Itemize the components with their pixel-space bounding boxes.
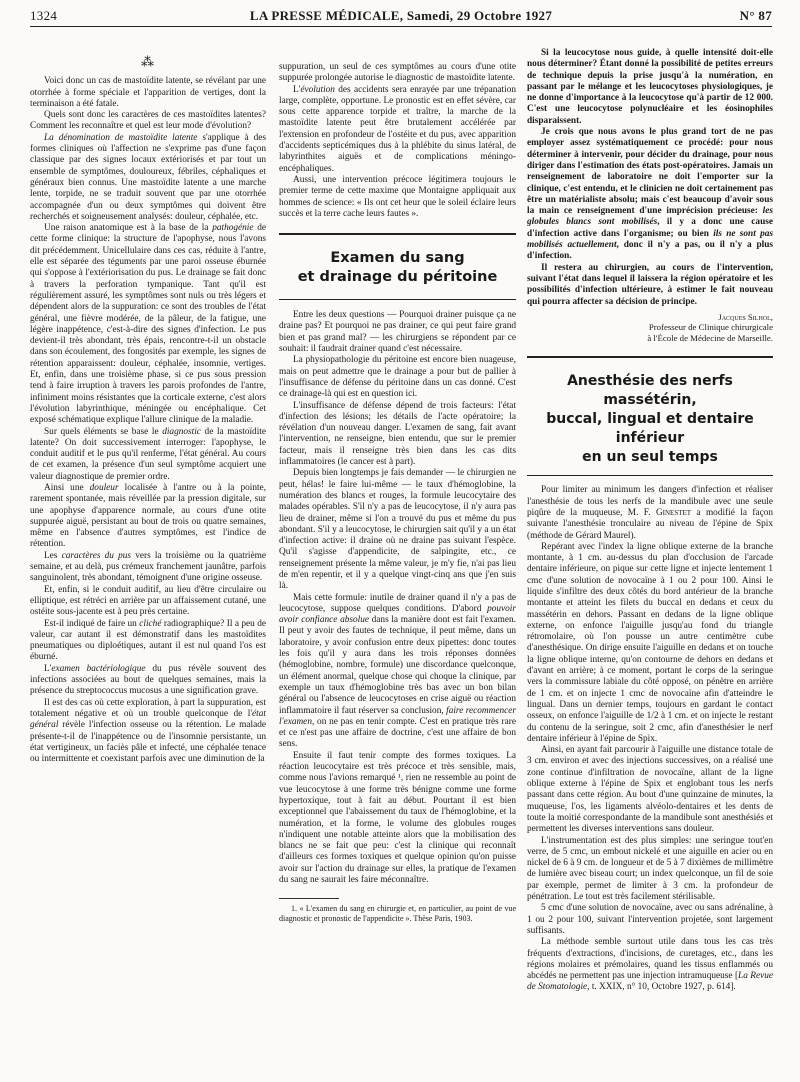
paragraph: La physiopathologie du péritoine est encore bien nuageuse, mais on peut admettre que le drainage a pour but de pallier à l'insuffisance de défense du péritoine dans un cas donné. C'est ce drainage-là qui est en question ici.	[279, 355, 516, 400]
paragraph: Ensuite il faut tenir compte des formes toxiques. La réaction leucocytaire est très précoce et très sensible, mais, comme nous l'avions remarqué ¹, rien ne ressemble au point de vue leucocytose à une forme très bénigne comme une forme hypertoxique, tout à fait au début. Pourtant il est bien exceptionnel que l'abaissement du taux de l'hémoglobine, et la numération, et la forme, le volume des globules rouges n'indiquent une notable atteinte alors que la mobilisation des blancs ne se fait que peu: c'est la clinique qui reconnaît d'ailleurs ces formes toxiques et quelque opinion qu'on puisse avoir sur l'action du drainage sur elles, la pratique de l'examen du sang ne saurait les faire méconnaître.	[279, 750, 516, 885]
page-number: 1324	[30, 8, 58, 23]
paragraph: Aussi, une intervention précoce légitimera toujours le premier terme de cette maxime que Montaigne appliquait aux hommes de science: « Ils ont cet heur que le soleil éclaire leurs succès et la terre cache leurs fautes ».	[279, 174, 516, 219]
paragraph: 5 cmc d'une solution de novocaïne, avec ou sans adrénaline, à 1 ou 2 pour 100, suivant l'intervention projetée, sont largement suffisants.	[527, 903, 773, 936]
paragraph: suppuration, un seul de ces symptômes au cours d'une otite suppurée prolongée autorise le diagnostic de mastoïdite latente.	[279, 62, 516, 84]
heading-line-2: massétérin,	[603, 392, 697, 409]
header-rule	[30, 26, 772, 27]
paragraph: Il est des cas où cette exploration, à part la suppuration, est totalement négative et où un trouble quelconque de l'état général révèle l'infection osseuse ou la rétention. Le malade présente-t-il de l'inappétence ou de l'insomnie persistante, un état vertigineux, un faciès pâle et infecté, une céphalée tenace ou intermittente et coexistant parfois avec une diminution de la	[30, 697, 266, 765]
heading-rule	[527, 475, 773, 476]
paragraph: La méthode semble surtout utile dans tous les cas très fréquents d'extractions, d'incisions, de curetages, etc., dans les régions molaires et prémolaires, quand les tissus enflammés ou abcédés ne permettent pas une injection intramuqueuse [La Revue de Stomatologie, t. XXIX, n° 10, Octobre 1927, p. 614].	[527, 937, 773, 993]
footnote: 1. « L'examen du sang en chirurgie et, en particulier, au point de vue diagnostic et pronostic de l'appendicite ». Thèse Paris, 1903.	[279, 904, 516, 923]
paragraph: L'instrumentation est des plus simples: une seringue tout'en verre, de 5 cmc, un embout nickelé et une aiguille en acier ou en nickel de 6 à 9 cm. de longueur et de 5 à 7 dixièmes de millimètre de lumière avec biseau court; un index quelconque, un fil de soie par exemple, permet de limiter à 3 cm. la profondeur de pénétration. Le tout est très facilement stérilisable.	[527, 835, 773, 903]
author-name: Jacques Silhol,	[718, 311, 773, 322]
column-1	[30, 48, 266, 1066]
paragraph: Et, enfin, si le conduit auditif, au lieu d'être circulaire ou elliptique, est rétréci en arrière par un affaissement cutané, une ostéite sous-jacente est à peu près certaine.	[30, 584, 266, 618]
heading-line-4: en un seul temps	[582, 449, 718, 466]
article-heading	[279, 233, 516, 300]
footnote-rule	[279, 898, 339, 899]
page-header	[30, 6, 772, 28]
paragraph: La dénomination de mastoïdite latente s'applique à des formes cliniques où l'affection ne s'exprime pas d'une façon classique par des signes locaux extériorisés et par tout un ensemble de symptômes, douloureux, fébriles, céphaliques et généraux bien connus. Une mastoïdite latente a une marche lente, torpide, ne se traduit souvent que par une otorrhée accompagnée d'un ou deux symptômes qui doivent être recherchés et soigneusement analysés: douleur, céphalée, etc.	[30, 132, 266, 222]
paragraph: Je crois que nous avons le plus grand tort de ne pas employer assez systématiquement ce procédé: pour nous déterminer à intervenir, pour décider du drainage, pour nous diriger dans l'estimation des états post-opératoires. Jamais un renseignement de laboratoire ne doit l'emporter sur la clinique, c'est entendu, et le clinicien ne doit certainement pas être un matérialiste absolu; mais c'est beaucoup d'avoir sous la main ce renseignement d'une imprécision précieuse: les globules blancs sont mobilisés, il y a donc une cause d'infection active dans l'organisme; ou bien ils ne sont pas mobilisés actuellement, donc il n'y a pas, ou il n'y a plus d'infection.	[527, 127, 773, 262]
author-signature	[527, 312, 773, 344]
heading-line-1: Examen du sang	[330, 250, 465, 267]
paragraph: Entre les deux questions — Pourquoi drainer puisque ça ne draine pas? Et pourquoi ne pas drainer, ce qui peut faire grand bien et pas grand mal? — les chirurgiens se répondent par ce souhait: il faudrait drainer quand c'est nécessaire.	[279, 310, 516, 355]
article-heading	[527, 356, 773, 467]
paragraph: Quels sont donc les caractères de ces mastoïdites latentes? Comment les reconnaître et quel est leur mode d'évolution?	[30, 110, 266, 132]
paragraph: L'examen bactériologique du pus révèle souvent des infections associées au bout de quelques semaines, mais la présence du streptococcus mucosus a une signification grave.	[30, 663, 266, 697]
paragraph: Pour limiter au minimum les dangers d'infection et réaliser l'anesthésie de tous les nerfs de la mandibule avec une seule piqûre de la muqueuse, M. F. Ginestet a modifié la façon suivante l'anesthésie tronculaire au niveau de l'épine de Spix (méthode de Gérard Maurel).	[527, 485, 773, 541]
paragraph: Il restera au chirurgien, au cours de l'intervention, suivant l'état dans lequel il laissera la région opératoire et les possibilités d'infection ultérieure, à estimer le fait nouveau qui pourra affecter sa décision de principe.	[527, 262, 773, 307]
author-title: Professeur de Clinique chirurgicale	[648, 322, 773, 333]
paragraph: Repérant avec l'index la ligne oblique externe de la branche montante, à 1 cm. au-dessus du plan d'occlusion de l'arcade dentaire inférieure, on pique sur cette ligne et injecte lentement 1 cmc d'une solution de novocaïne à 1 ou 2 pour 100. Ainsi le liquide s'infiltre des deux côtés du bord antérieur de la branche montante et atteint les filets du buccal en dedans et ceux du massétérin en dehors. Passant en dedans de la ligne oblique externe, on enfonce l'aiguille jusqu'au fond du triangle rétromolaire, où l'on pousse un autre centimètre cube d'anesthésique. On dirige ensuite l'aiguille en dedans et on touche la ligne oblique interne, qu'on contourne de dehors en dedans et d'avant en arrière; à ce moment, portant le corps de la seringue vers la commissure labiale du côté opposé, on pénètre en arrière de 1 cm. et on injecte 1 cmc de novocaïne afin d'atteindre le lingual. Dans un dernier temps, toujours en gardant le contact osseux, on enfonce l'aiguille de 1/2 à 1 cm. et on injecte le restant du contenu de la seringue, soit 2 cmc, afin d'anesthésier le nerf dentaire inférieur à l'épine de Spix.	[527, 541, 773, 744]
paragraph: Voici donc un cas de mastoïdite latente, se révélant par une otorrhée à forme spéciale et l'apparition de vertiges, dont la terminaison a été fatale.	[30, 76, 266, 109]
author-affiliation: à l'École de Médecine de Marseille.	[647, 332, 773, 343]
paragraph: Si la leucocytose nous guide, à quelle intensité doit-elle nous déterminer? Étant donné la possibilité de petites erreurs de technique depuis la prise jusqu'à la numération, en passant par le mélange et les leucocytoses physiologiques, je ne donne d'importance à la leucocytose qu'à partir de 12 000. C'est une leucocytose polynucléaire et les éosinophiles disparaissent.	[527, 48, 773, 126]
heading-line-2: et drainage du péritoine	[297, 269, 498, 286]
paragraph: L'insuffisance de défense dépend de trois facteurs: l'état d'infection des lésions; les détails de l'acte opératoire; la révélation d'un nouveau danger. L'examen de sang, fait avant l'intervention, ne renseigne, bien entendu, que sur le premier facteur, mais il renseigne très bien dans les cas dits inflammatoires (le cancer est à part).	[279, 400, 516, 468]
section-stars: ⁂	[141, 54, 155, 69]
paragraph: Ainsi une douleur localisée à l'antre ou à la pointe, rarement spontanée, mais réveillée par la pression digitale, sur une apophyse d'apparence normale, au cours d'une otite suppurée aiguë, persistant au bout de trois ou quatre semaines, même en l'absence d'autres symptômes, est l'indice de rétention.	[30, 482, 266, 550]
paragraph: Depuis bien longtemps je fais demander — le chirurgien ne peut, hélas! le faire lui-même — le taux d'hémoglobine, la numération des blancs et rouges, la formule leucocytaire des malades opérables. S'il n'y a pas de leucocytose, il n'y aura pas lieu de drainer, même si l'on a trouvé du pus et même du pus abondant. S'il y a leucocytose, le chirurgien sait qu'il y a un état d'infection active: il draine où ne draine pas suivant l'espèce. Qu'il s'agisse d'appendicite, de salpingite, etc., ce renseignement présente la même valeur, je m'y fie, n'ai pas lieu de m'en repentir, et il y a quelque vingt-cinq ans que j'en suis là.	[279, 468, 516, 592]
paragraph: L'évolution des accidents sera enrayée par une trépanation large, complète, opportune. Le pronostic est en effet sévère, car sous cette apparence torpide et traître, la marche de la mastoïdite latente peut être brutalement accélérée par l'extension en profondeur de l'ostéite et du pus, avec apparition d'accidents septicémiques dus à la phlébite du sinus latéral, de labyrinthites aiguës et de complications méningo-encéphaliques.	[279, 84, 516, 174]
paragraph: Ainsi, en ayant fait parcourir à l'aiguille une distance totale de 3 cm. environ et avec des injections successives, on a réalisé une zone continue d'infiltration de novocaïne, allant de la ligne oblique externe à l'épine de Spix et englobant tous les nerfs passant dans cette région. Au bout d'une quinzaine de minutes, la muqueuse, l'os, les ligaments alvéolo-dentaires et les dents de toute la moitié correspondante de la mandibule sont anesthésiés et permettent les diverses interventions sans douleur.	[527, 745, 773, 835]
paragraph: Est-il indiqué de faire un cliché radiographique? Il a peu de valeur, car autant il est démonstratif dans les mastoïdites pneumatiques ou diploétiques, autant il est nul quand l'os est éburné.	[30, 618, 266, 663]
journal-title: LA PRESSE MÉDICALE, Samedi, 29 Octobre 1927	[249, 8, 553, 23]
paragraph: Mais cette formule: inutile de drainer quand il n'y a pas de leucocytose, suppose quelques conditions. D'abord pouvoir avoir confiance absolue dans la manière dont est fait l'examen. Il peut y avoir des fautes de technique, il peut même, dans un laboratoire, y avoir confusion entre deux pipettes: donc toutes les fois qu'il y aura dans les trois réponses données (hémoglobine, nombre, formule) une discordance quelconque, un élément anormal, quelque chose qui choque la clinique, par exemple un taux d'hémoglobine très bas avec un bon bilan général ou l'absence de leucocytoses en crise aiguë ou réaction inflammatoire il faut réserver sa conclusion, faire recommencer l'examen, on ne pas en tenir compte. C'est en pratique très rare et ce n'est pas une affaire de doctrine, c'est une affaire de bon sens.	[279, 592, 516, 750]
heading-line-3: buccal, lingual et dentaire inférieur	[546, 411, 754, 447]
paragraph: Une raison anatomique est à la base de la pathogénie de cette forme clinique: la structure de l'apophyse, nous l'avons dit précédemment. Unicellulaire dans ces cas, réduite à l'antre, elle est séparée des téguments par une paroi osseuse éburnée qui s'oppose à l'extériorisation du pus. Le drainage se fait donc à travers la perforation tympanique. Tant qu'il est régulièrement assuré, les symptômes sont nuls ou très légers et dépendent alors de la suppuration: ce sont des troubles de l'état général, une fièvre modérée, de la pâleur, de la fatigue, une légère inappétence, c'est-à-dire des signes d'infection. Le pus devient-il très abondant, très épais, rencontre-t-il un obstacle dans son écoulement, des fongosités par exemple, les signes de rétention apparaissent: douleur, céphalée, insomnie, vertiges. Et, enfin, dans une troisième phase, si ce pus sous pression tend à faire irruption à travers les parois profondes de l'antre, infiniment moins résistantes que la corticale externe, c'est alors l'évolution labyrinthique, méningée ou encéphalique. Cet exposé schématique explique l'allure clinique de la maladie.	[30, 223, 266, 426]
paragraph: Sur quels éléments se base le diagnostic de la mastoïdite latente? On doit successivement interroger: l'apophyse, le conduit auditif et le pus qu'il renferme, l'état général. Au cours de cet examen, la présence d'un seul symptôme acquiert une valeur diagnostique de premier ordre.	[30, 426, 266, 482]
paragraph: Les caractères du pus vers la troisième ou la quatrième semaine, et au delà, pus crémeux franchement jaunâtre, parfois sanguinolent, très abondant, témoignent d'une origine osseuse.	[30, 550, 266, 584]
heading-line-1: Anesthésie des nerfs	[567, 373, 733, 390]
column-2	[279, 62, 516, 1067]
issue-number: N° 87	[739, 8, 772, 23]
column-3	[527, 48, 773, 1066]
